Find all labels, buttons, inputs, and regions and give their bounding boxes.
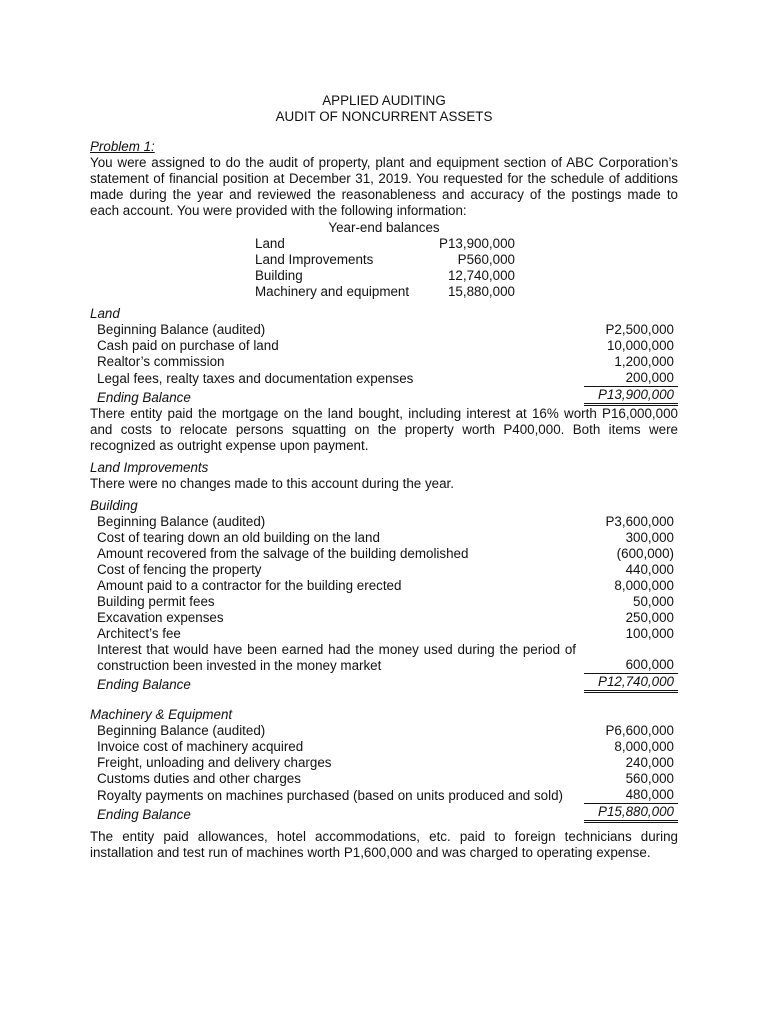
ending-value: P13,900,000 [584,387,678,406]
table-row [90,530,678,546]
row-label: Royalty payments on machines purchased (based on units produced and sold) [97,788,563,803]
row-label: Realtor’s commission [97,354,225,369]
row-label: Excavation expenses [97,610,224,625]
land-improvements-note: There were no changes made to this account during the year. [90,476,454,491]
row-label: Building permit fees [97,594,215,609]
row-label: Architect’s fee [97,626,181,641]
ending-value: P15,880,000 [584,804,678,823]
table-row [90,626,678,642]
table-row [90,787,678,804]
table-row [90,354,678,370]
problem-label: Problem 1: [90,139,155,154]
table-row [90,546,678,562]
table-row [90,594,678,610]
row-label: Beginning Balance (audited) [97,723,266,738]
row-value: 50,000 [633,594,674,609]
row-value: P560,000 [457,252,515,267]
row-value: 15,880,000 [447,284,515,299]
section-title: Land Improvements [90,460,209,475]
ending-label: Ending Balance [97,677,191,692]
table-row [90,370,678,387]
year-end-heading: Year-end balances [328,220,440,235]
section-title: Land [90,306,120,321]
row-label: Amount paid to a contractor for the building erected [97,578,402,593]
row-label: Customs duties and other charges [97,771,301,786]
row-value: 12,740,000 [447,268,515,283]
machinery-note: The entity paid allowances, hotel accommodations, etc. paid to foreign technicians during installation and test run of machines worth P1,600,000 and was charged to operating expense. [90,829,678,860]
row-value: 250,000 [625,610,674,625]
table-row [90,642,678,674]
land-section [90,306,678,454]
ending-value: P12,740,000 [584,674,678,693]
row-label: Cost of fencing the property [97,562,262,577]
year-end-table [255,236,515,300]
row-label: Cost of tearing down an old building on the land [97,530,380,545]
row-value: P3,600,000 [605,514,674,529]
table-row [90,322,678,338]
table-row [255,236,515,252]
table-row [90,739,678,755]
row-value: 300,000 [625,530,674,545]
row-value: 240,000 [625,755,674,770]
row-value: 200,000 [584,370,678,387]
topic-title: AUDIT OF NONCURRENT ASSETS [275,109,493,124]
row-label: Building [255,268,303,283]
row-value: 560,000 [625,771,674,786]
land-note: There entity paid the mortgage on the land bought, including interest at 16% worth P16,000,000 and costs to relocate persons squatting on the property worth P400,000. Both items were recognized as outright expense upon payment. [90,406,678,453]
course-title: APPLIED AUDITING [322,93,446,108]
row-value: P6,600,000 [605,723,674,738]
table-row [90,338,678,354]
section-title: Machinery & Equipment [90,707,233,722]
row-label: Beginning Balance (audited) [97,514,266,529]
row-label: Machinery and equipment [255,284,410,299]
land-improvements-section [90,460,678,492]
table-row [90,562,678,578]
row-value: 440,000 [625,562,674,577]
ending-label: Ending Balance [97,807,191,822]
row-label: Beginning Balance (audited) [97,322,266,337]
machinery-section [90,707,678,861]
row-label: Invoice cost of machinery acquired [97,739,304,754]
table-row [90,723,678,739]
table-row [90,771,678,787]
section-title: Building [90,498,138,513]
ending-balance-row [90,387,678,406]
row-label: Interest that would have been earned had the money used during the period of construction been invested in the money market [97,642,576,673]
row-value: 10,000,000 [606,338,674,353]
row-label: Freight, unloading and delivery charges [97,755,332,770]
table-row [90,514,678,530]
row-label: Land [255,236,285,251]
row-value: 1,200,000 [614,354,674,369]
table-row [255,268,515,284]
table-row [90,578,678,594]
row-value: P2,500,000 [605,322,674,337]
document-header [90,93,678,125]
table-row [255,284,515,300]
table-row [90,755,678,771]
row-value: 8,000,000 [614,739,674,754]
row-label: Cash paid on purchase of land [97,338,279,353]
ending-label: Ending Balance [97,390,191,405]
row-label: Land Improvements [255,252,374,267]
row-label: Legal fees, realty taxes and documentation expenses [97,371,414,386]
ending-balance-row [90,674,678,693]
row-value: 480,000 [584,787,678,804]
row-label: Amount recovered from the salvage of the building demolished [97,546,469,561]
problem-intro: You were assigned to do the audit of property, plant and equipment section of ABC Corporation’s statement of financial position at December 31, 2019. You requested for the schedule of additions made during the year and reviewed the reasonableness and accuracy of the postings made to each account. You were provided with the following information: [90,155,678,218]
building-section [90,498,678,693]
row-value: 8,000,000 [614,578,674,593]
row-value: (600,000) [616,546,674,561]
table-row [255,252,515,268]
row-value: P13,900,000 [439,236,515,251]
ending-balance-row [90,804,678,823]
document-page [90,93,678,861]
row-value: 600,000 [584,657,678,674]
table-row [90,610,678,626]
row-value: 100,000 [625,626,674,641]
